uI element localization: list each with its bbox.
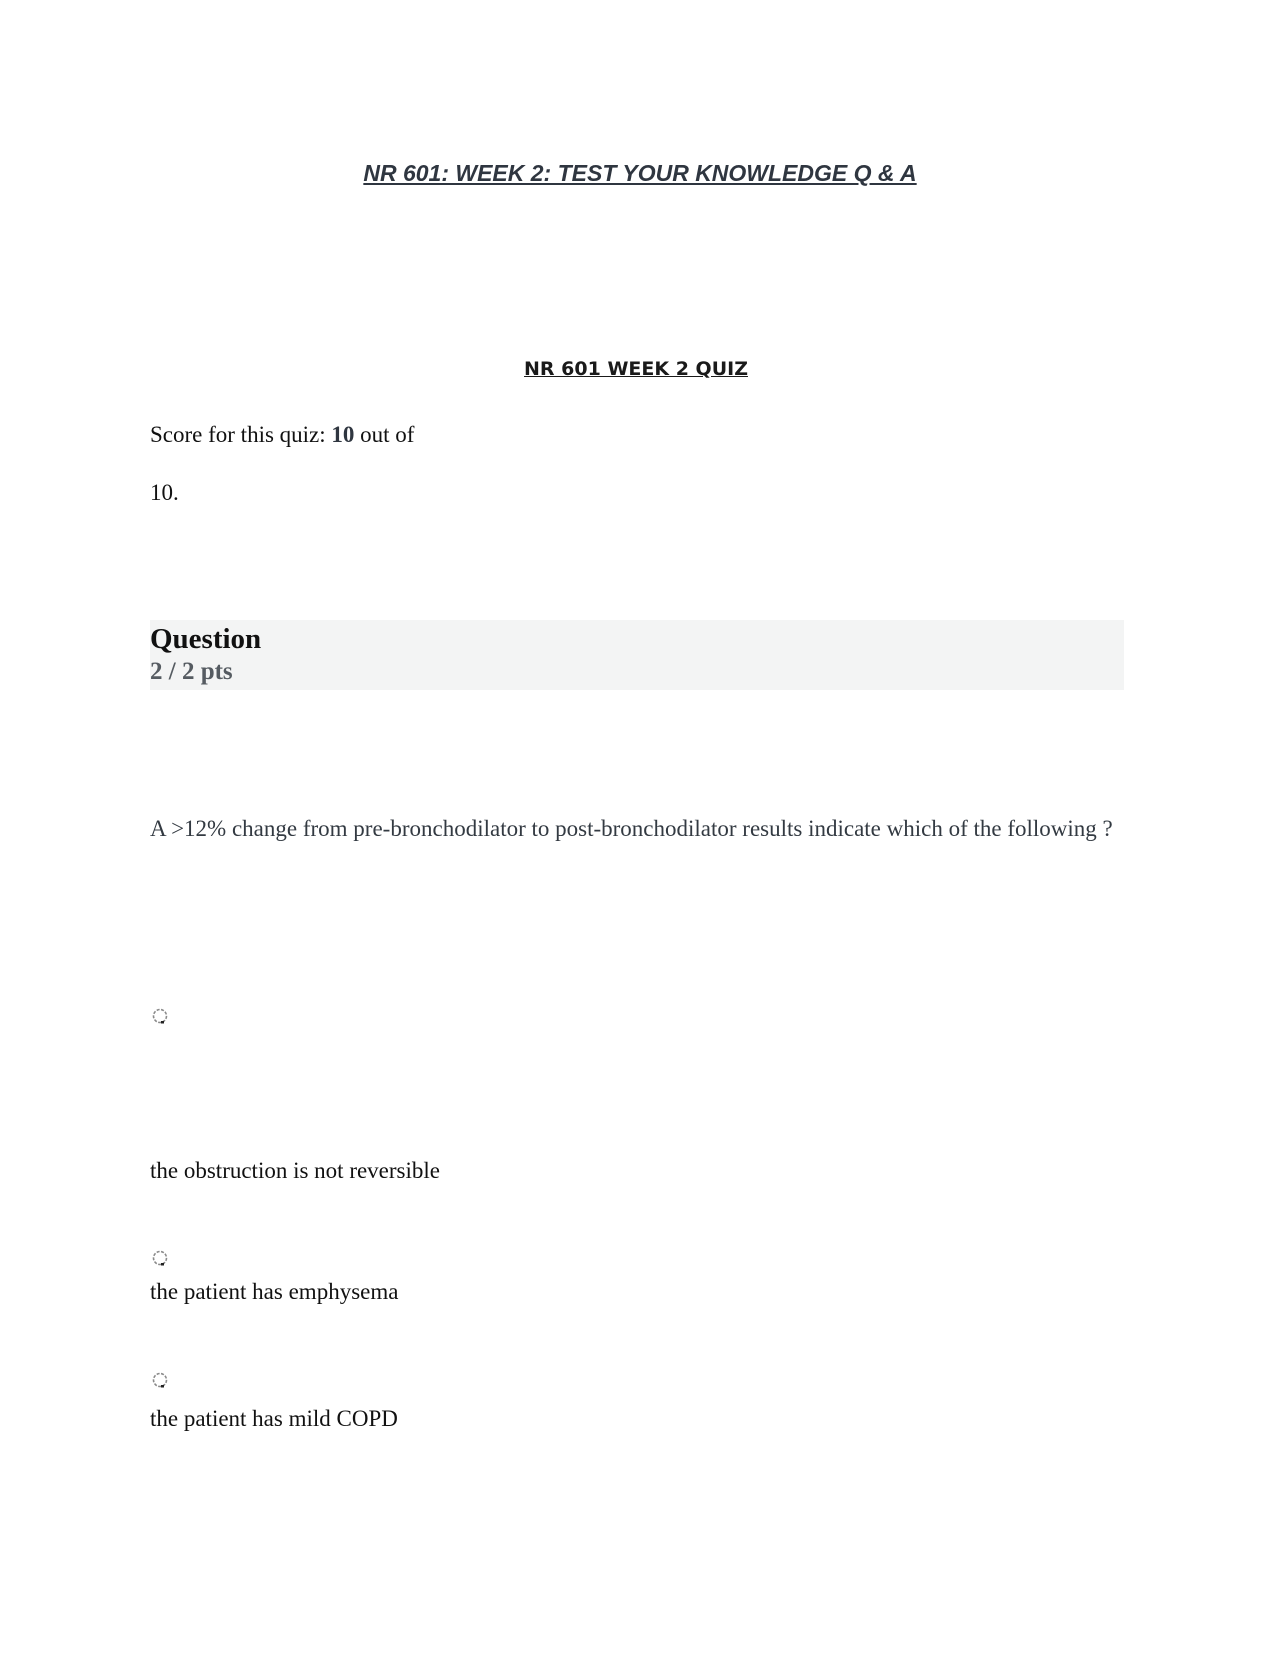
answer-option-1[interactable]: the obstruction is not reversible	[150, 1158, 440, 1183]
score-line	[150, 420, 414, 450]
question-label: Question	[150, 623, 262, 655]
score-total: 10.	[150, 480, 179, 505]
question-text: A >12% change from pre-bronchodilator to post-bronchodilator results indicate which of the following ?	[150, 816, 1113, 841]
score-prefix: Score for this quiz:	[150, 422, 332, 447]
radio-button-icon[interactable]	[152, 1372, 168, 1388]
document-title: NR 601: WEEK 2: TEST YOUR KNOWLEDGE Q & A	[363, 160, 917, 186]
score-middle: out of	[354, 422, 415, 447]
question-points: 2 / 2 pts	[150, 658, 233, 685]
answer-option-3[interactable]: the patient has mild COPD	[150, 1406, 398, 1431]
answer-option-2[interactable]: the patient has emphysema	[150, 1279, 399, 1304]
radio-button-icon[interactable]	[152, 1008, 168, 1024]
score-value: 10	[331, 422, 355, 447]
quiz-title: NR 601 WEEK 2 QUIZ	[524, 358, 748, 380]
radio-button-icon[interactable]	[152, 1250, 168, 1266]
question-header	[150, 620, 1124, 690]
